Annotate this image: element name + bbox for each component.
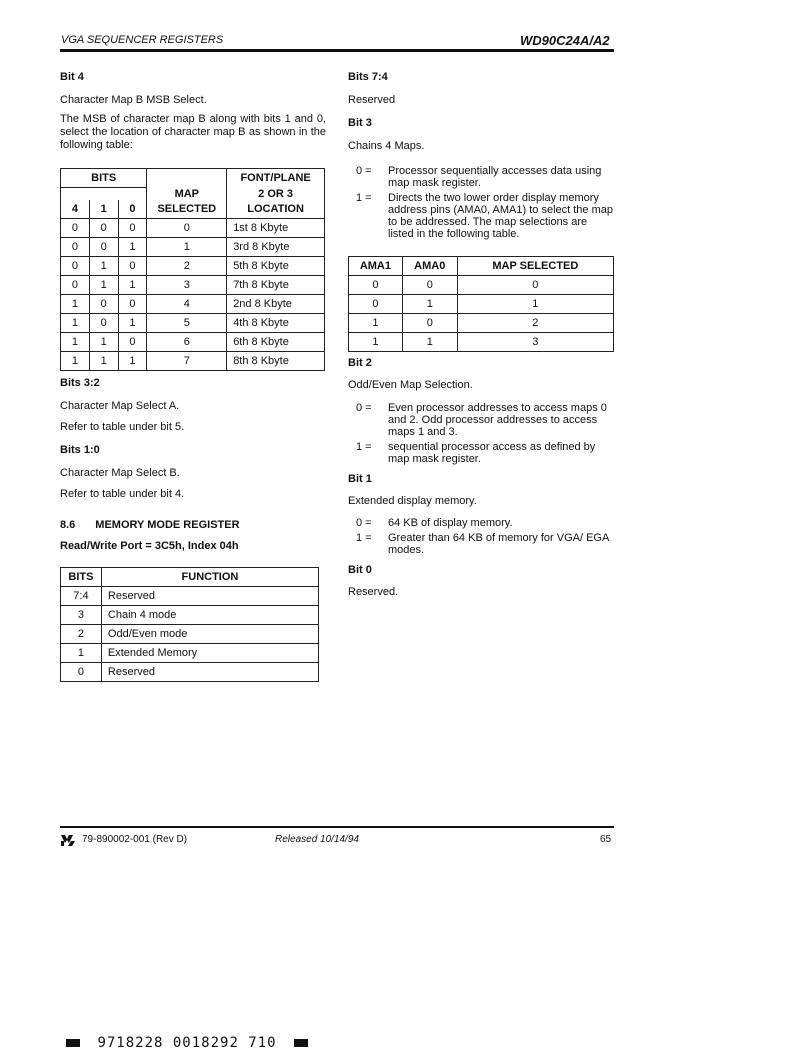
table-cell: 1 [349,333,403,352]
table-cell: 0 [118,257,147,276]
bits32-desc: Character Map Select A. [60,400,180,412]
bits74-desc: Reserved [348,94,396,106]
bit1-block [348,473,614,508]
table-cell: 1 [89,276,118,295]
th-font2: 2 OR 3 [227,188,325,201]
running-header-section: VGA SEQUENCER REGISTERS [61,34,224,46]
bit1-desc: Extended display memory. [348,495,477,507]
bit0-heading: Bit 0 [348,564,372,576]
table-cell: 1 [402,333,457,352]
bit1-list [348,517,614,559]
table-cell: 1 [402,295,457,314]
table-cell: 1 [147,238,227,257]
bit0-desc: Reserved. [348,586,399,598]
table-cell: 0 [147,219,227,238]
list-item: 1 = Greater than 64 KB of memory for VGA/ EGA modes. [356,532,609,556]
th-selected: SELECTED [147,200,227,219]
table-cell: 1 [457,295,613,314]
th-font1: FONT/PLANE [227,169,325,188]
memory-mode-table [60,567,319,682]
table-cell: 1 [61,295,90,314]
table-cell: 1 [61,314,90,333]
right-column-lower [348,357,614,392]
footer-page-number: 65 [600,834,612,845]
bits32-ref: Refer to table under bit 5. [60,421,185,433]
table-cell: 0 [402,314,457,333]
table-cell: 1 [61,352,90,371]
table-cell: 4th 8 Kbyte [227,314,325,333]
section-heading [60,519,326,532]
bits10-desc: Character Map Select B. [60,467,180,479]
table-row [61,663,319,682]
section-number: 8.6 [60,519,76,531]
ama-table [348,256,614,352]
table-cell: 6th 8 Kbyte [227,333,325,352]
table-cell: 3rd 8 Kbyte [227,238,325,257]
table-cell: 3 [457,333,613,352]
table-row [61,644,319,663]
table-cell: 0 [89,238,118,257]
bit4-desc: Character Map B MSB Select. [60,94,207,106]
bits10-heading: Bits 1:0 [60,444,100,456]
table-cell: 0 [89,295,118,314]
table-cell: 0 [89,314,118,333]
table-cell: 1 [118,276,147,295]
footer-doc-number: 79-890002-001 (Rev D) [82,834,188,845]
table-row [61,606,319,625]
table-cell: 0 [118,219,147,238]
table-row [61,587,319,606]
table-cell: 7 [147,352,227,371]
bit2-heading: Bit 2 [348,357,372,369]
table-row [349,276,614,295]
th-map: MAP [147,169,227,201]
table-cell: Extended Memory [101,644,318,663]
table-row [61,295,325,314]
list-item: 0 = Processor sequentially accesses data using map mask register. [356,165,602,189]
table-cell: 0 [349,295,403,314]
table-row [61,276,325,295]
table-cell: 0 [89,219,118,238]
bits32-heading: Bits 3:2 [60,377,100,389]
table-cell: 1 [89,257,118,276]
right-column [348,71,614,153]
table-cell: 1 [89,333,118,352]
bits74-heading: Bits 7:4 [348,71,388,83]
port-info: Read/Write Port = 3C5h, Index 04h [60,540,239,552]
list-item: 0 = 64 KB of display memory. [356,517,513,529]
bit4-heading: Bit 4 [60,71,84,83]
table-cell: 1 [349,314,403,333]
header-rule [60,49,614,52]
table-cell: 5 [147,314,227,333]
left-column-lower [60,377,326,553]
table-cell: Odd/Even mode [101,625,318,644]
list-item: 1 = Directs the two lower order display memory address pins (AMA0, AMA1) to select the map to be addressed. The map selections are listed in the following table. [356,192,613,240]
barcode-mark-left [66,1039,80,1047]
bit2-list [348,402,614,468]
table-cell: 4 [147,295,227,314]
running-header-chip: WD90C24A/A2 [520,33,610,48]
left-column [60,71,326,152]
table-cell: 0 [61,663,102,682]
table-row [61,625,319,644]
table-cell: 1 [118,238,147,257]
company-logo-icon [60,833,76,852]
footer-release-date: Released 10/14/94 [275,834,359,845]
table-row [61,314,325,333]
bit1-heading: Bit 1 [348,473,372,485]
table-row [61,219,325,238]
table-cell: 0 [61,257,90,276]
table-cell: 7:4 [61,587,102,606]
bit3-list [348,165,614,243]
map-b-table [60,168,325,371]
list-item: 0 = Even processor addresses to access maps 0 and 2. Odd processor addresses to access maps 1 and 3. [356,402,607,438]
th-bit0: 0 [118,200,147,219]
table-cell: 1 [118,314,147,333]
table-cell: 2 [147,257,227,276]
bit4-body: The MSB of character map B along with bits 1 and 0, select the location of character map B as shown in the following table: [60,113,326,151]
table-cell: 6 [147,333,227,352]
table-cell: 0 [61,219,90,238]
th-bit1: 1 [89,200,118,219]
table-cell: 0 [402,276,457,295]
table-row [349,314,614,333]
bit2-desc: Odd/Even Map Selection. [348,379,473,391]
table-cell: 0 [61,276,90,295]
mm-th-function: FUNCTION [101,568,318,587]
th-bit4: 4 [61,200,90,219]
barcode-number: 9718228 0018292 710 [97,1035,277,1051]
mm-th-bits: BITS [61,568,102,587]
table-cell: 1st 8 Kbyte [227,219,325,238]
table-cell: 0 [118,333,147,352]
bits10-ref: Refer to table under bit 4. [60,488,185,500]
table-cell: Reserved [101,587,318,606]
table-row [349,333,614,352]
table-cell: Reserved [101,663,318,682]
table-cell: 2nd 8 Kbyte [227,295,325,314]
table-cell: 0 [457,276,613,295]
table-row [61,333,325,352]
table-cell: 2 [457,314,613,333]
ama-th-map: MAP SELECTED [457,257,613,276]
ama-th-ama0: AMA0 [402,257,457,276]
bit0-block [348,564,614,599]
table-cell: 1 [89,352,118,371]
table-row [349,295,614,314]
table-row [61,352,325,371]
table-cell: 8th 8 Kbyte [227,352,325,371]
bit3-desc: Chains 4 Maps. [348,140,425,152]
th-bits: BITS [61,169,147,188]
ama-th-ama1: AMA1 [349,257,403,276]
list-item: 1 = sequential processor access as defined by map mask register. [356,441,596,465]
table-cell: 0 [118,295,147,314]
table-cell: 1 [61,644,102,663]
table-cell: 3 [147,276,227,295]
th-font3: LOCATION [227,200,325,219]
table-cell: 2 [61,625,102,644]
bit3-heading: Bit 3 [348,117,372,129]
table-cell: 1 [61,333,90,352]
table-cell: Chain 4 mode [101,606,318,625]
barcode-mark-right [294,1039,308,1047]
barcode-line [66,1035,308,1051]
footer-rule [60,826,614,828]
table-cell: 1 [118,352,147,371]
table-cell: 3 [61,606,102,625]
table-cell: 7th 8 Kbyte [227,276,325,295]
table-row [61,257,325,276]
section-title: MEMORY MODE REGISTER [95,519,240,531]
table-cell: 0 [61,238,90,257]
table-row [61,238,325,257]
table-cell: 5th 8 Kbyte [227,257,325,276]
table-cell: 0 [349,276,403,295]
